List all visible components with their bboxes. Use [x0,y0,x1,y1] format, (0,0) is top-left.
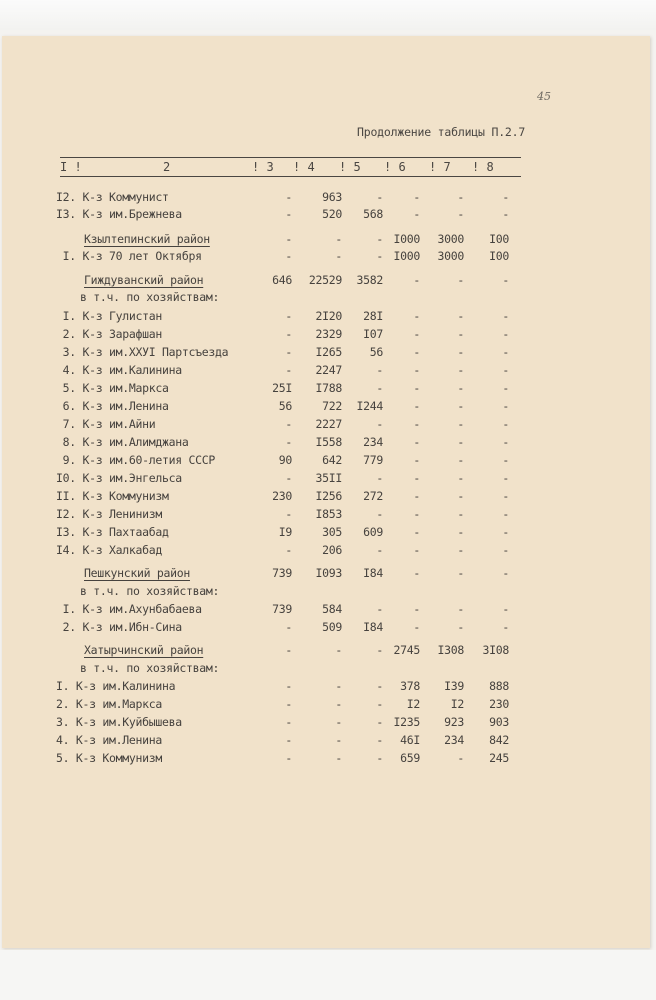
table-row [0,602,656,618]
cell-col-8: - [502,207,509,221]
cell-col-5: I244 [356,399,383,413]
cell-col-5: - [376,249,383,263]
cell-col-6: - [413,399,420,413]
cell-col-3: - [285,620,292,634]
cell-col-5: I84 [363,566,383,580]
cell-col-4: 2329 [315,327,342,341]
cell-col-8: 3I08 [482,643,509,657]
cell-col-6: - [413,602,420,616]
row-label: 9. К-з им.60-летия СССР [56,453,215,467]
cell-col-6: - [413,381,420,395]
row-label: I2. К-з Ленинизм [56,507,162,521]
cell-col-4: I788 [315,381,342,395]
cell-col-4: 2I20 [315,309,342,323]
cell-col-4: 722 [322,399,342,413]
header-col-4: ! 4 [293,160,315,174]
cell-col-6: - [413,471,420,485]
cell-col-3: - [285,507,292,521]
cell-col-7: - [457,381,464,395]
cell-col-8: - [502,381,509,395]
cell-col-6: I235 [393,715,420,729]
cell-col-7: - [457,309,464,323]
table-row [0,525,656,541]
cell-col-5: I07 [363,327,383,341]
cell-col-7: - [457,363,464,377]
row-label: I. К-з им.Калинина [56,679,176,693]
cell-col-8: - [502,507,509,521]
cell-col-8: - [502,543,509,557]
row-label: Пешкунский район [84,566,190,580]
cell-col-6: - [413,507,420,521]
cell-col-6: I000 [393,249,420,263]
table-subheading-row [0,584,656,600]
cell-col-4: 2247 [315,363,342,377]
row-label: 5. К-з Коммунизм [56,751,162,765]
cell-col-4: I256 [315,489,342,503]
cell-col-3: - [285,207,292,221]
cell-col-7: - [457,327,464,341]
row-label: 8. К-з им.Алимджана [56,435,189,449]
table-row [0,435,656,451]
header-col-8: ! 8 [472,160,494,174]
row-label: в т.ч. по хозяйствам: [80,290,220,304]
cell-col-7: - [457,417,464,431]
cell-col-4: I558 [315,435,342,449]
row-label: I4. К-з Халкабад [56,543,162,557]
cell-col-8: - [502,620,509,634]
cell-col-4: - [335,643,342,657]
row-label: I3. К-з Пахтаабад [56,525,169,539]
table-row [0,363,656,379]
cell-col-7: 3000 [437,232,464,246]
cell-col-4: - [335,715,342,729]
cell-col-8: 888 [489,679,509,693]
cell-col-3: - [285,697,292,711]
cell-col-3: - [285,249,292,263]
table-region-row [0,273,656,289]
cell-col-4: I093 [315,566,342,580]
cell-col-3: 56 [278,399,292,413]
header-col-1: I ! [60,160,82,174]
cell-col-3: - [285,679,292,693]
table-region-row [0,566,656,582]
cell-col-5: - [376,679,383,693]
cell-col-3: - [285,733,292,747]
table-header-rule [60,176,521,177]
scan-bottom-margin [0,950,656,1000]
cell-col-7: - [457,471,464,485]
cell-col-4: 642 [322,453,342,467]
cell-col-3: - [285,232,292,246]
cell-col-4: 963 [322,190,342,204]
row-label: I2. К-з Коммунист [56,190,169,204]
cell-col-3: 90 [278,453,292,467]
row-label: 4. К-з им.Ленина [56,733,162,747]
cell-col-5: - [376,602,383,616]
cell-col-4: 206 [322,543,342,557]
cell-col-5: 56 [369,345,383,359]
cell-col-8: - [502,273,509,287]
cell-col-7: 234 [444,733,464,747]
cell-col-6: - [413,190,420,204]
header-col-2: 2 [163,160,171,174]
cell-col-5: - [376,232,383,246]
cell-col-3: - [285,435,292,449]
cell-col-5: - [376,363,383,377]
cell-col-5: - [376,417,383,431]
cell-col-8: - [502,435,509,449]
cell-col-8: 842 [489,733,509,747]
scan-background [0,0,656,30]
table-top-rule [60,157,521,158]
cell-col-3: I9 [278,525,292,539]
cell-col-7: 3000 [437,249,464,263]
cell-col-8: - [502,453,509,467]
cell-col-7: - [457,602,464,616]
row-label: I3. К-з им.Брежнева [56,207,182,221]
cell-col-8: - [502,489,509,503]
cell-col-3: 25I [272,381,292,395]
cell-col-7: - [457,207,464,221]
cell-col-6: 2745 [393,643,420,657]
cell-col-3: - [285,327,292,341]
row-label: I. К-з Гулистан [56,309,162,323]
cell-col-7: I39 [444,679,464,693]
cell-col-4: - [335,733,342,747]
cell-col-6: - [413,525,420,539]
cell-col-6: 659 [400,751,420,765]
cell-col-4: - [335,232,342,246]
table-region-row [0,232,656,248]
cell-col-8: 903 [489,715,509,729]
cell-col-6: - [413,417,420,431]
cell-col-7: I308 [437,643,464,657]
cell-col-7: - [457,399,464,413]
row-label: 2. К-з им.Маркса [56,697,162,711]
table-row [0,453,656,469]
row-label: I0. К-з им.Энгельса [56,471,182,485]
cell-col-6: - [413,543,420,557]
cell-col-5: - [376,507,383,521]
cell-col-8: - [502,327,509,341]
cell-col-4: I265 [315,345,342,359]
cell-col-8: - [502,471,509,485]
cell-col-3: 739 [272,602,292,616]
cell-col-8: I00 [489,249,509,263]
cell-col-5: - [376,715,383,729]
cell-col-3: - [285,345,292,359]
cell-col-8: - [502,417,509,431]
cell-col-4: - [335,697,342,711]
cell-col-6: - [413,327,420,341]
cell-col-4: 509 [322,620,342,634]
cell-col-7: - [457,453,464,467]
table-row [0,679,656,695]
cell-col-4: I853 [315,507,342,521]
cell-col-3: - [285,543,292,557]
cell-col-7: - [457,273,464,287]
cell-col-5: - [376,643,383,657]
cell-col-5: - [376,471,383,485]
cell-col-5: 779 [363,453,383,467]
row-label: I. К-з 70 лет Октября [56,249,202,263]
cell-col-8: - [502,309,509,323]
table-row [0,751,656,767]
row-label: в т.ч. по хозяйствам: [80,584,220,598]
row-label: Гиждуванский район [84,273,204,287]
cell-col-8: - [502,363,509,377]
table-row [0,249,656,265]
cell-col-4: 305 [322,525,342,539]
cell-col-4: 520 [322,207,342,221]
table-row [0,543,656,559]
cell-col-4: 22529 [308,273,342,287]
row-label: I. К-з им.Ахунбабаева [56,602,202,616]
cell-col-8: I00 [489,232,509,246]
cell-col-6: - [413,453,420,467]
cell-col-7: - [457,543,464,557]
row-label: 2. К-з им.Ибн-Сина [56,620,182,634]
cell-col-4: - [335,751,342,765]
cell-col-8: - [502,566,509,580]
cell-col-3: 646 [272,273,292,287]
cell-col-7: - [457,345,464,359]
cell-col-5: - [376,697,383,711]
cell-col-6: - [413,620,420,634]
page-number: 45 [537,90,551,103]
cell-col-5: 568 [363,207,383,221]
cell-col-3: - [285,363,292,377]
header-col-5: ! 5 [339,160,361,174]
table-row [0,327,656,343]
cell-col-3: - [285,715,292,729]
cell-col-6: I000 [393,232,420,246]
cell-col-8: - [502,602,509,616]
row-label: 3. К-з им.XXУI Партсъезда [56,345,229,359]
header-col-3: ! 3 [252,160,274,174]
cell-col-6: 46I [400,733,420,747]
table-row [0,309,656,325]
table-row [0,471,656,487]
cell-col-3: - [285,751,292,765]
cell-col-7: - [457,190,464,204]
row-label: в т.ч. по хозяйствам: [80,661,220,675]
cell-col-7: - [457,525,464,539]
cell-col-6: - [413,309,420,323]
cell-col-7: 923 [444,715,464,729]
header-col-6: ! 6 [384,160,406,174]
cell-col-6: - [413,435,420,449]
cell-col-4: 584 [322,602,342,616]
cell-col-8: - [502,399,509,413]
row-label: 7. К-з им.Айни [56,417,156,431]
row-label: 3. К-з им.Куйбышева [56,715,182,729]
cell-col-3: - [285,471,292,485]
row-label: Хатырчинский район [84,643,204,657]
table-subheading-row [0,290,656,306]
table-row [0,715,656,731]
cell-col-3: 739 [272,566,292,580]
cell-col-6: 378 [400,679,420,693]
cell-col-7: - [457,507,464,521]
cell-col-7: - [457,435,464,449]
cell-col-8: - [502,345,509,359]
row-label: 4. К-з им.Калинина [56,363,182,377]
table-row [0,190,656,206]
table-row [0,697,656,713]
cell-col-8: 230 [489,697,509,711]
cell-col-5: - [376,381,383,395]
cell-col-7: - [457,620,464,634]
cell-col-6: - [413,273,420,287]
row-label: II. К-з Коммунизм [56,489,169,503]
cell-col-4: - [335,679,342,693]
cell-col-5: - [376,733,383,747]
cell-col-5: 609 [363,525,383,539]
cell-col-3: - [285,190,292,204]
row-label: 5. К-з им.Маркса [56,381,169,395]
row-label: 6. К-з им.Ленина [56,399,169,413]
cell-col-8: - [502,190,509,204]
cell-col-5: 272 [363,489,383,503]
cell-col-7: - [457,489,464,503]
cell-col-5: I84 [363,620,383,634]
cell-col-7: - [457,566,464,580]
table-continuation-title: Продолжение таблицы П.2.7 [357,125,526,139]
cell-col-5: - [376,751,383,765]
cell-col-5: - [376,543,383,557]
cell-col-3: - [285,417,292,431]
table-subheading-row [0,661,656,677]
table-region-row [0,643,656,659]
row-label: Кзылтепинский район [84,232,210,246]
cell-col-7: I2 [450,697,464,711]
cell-col-6: - [413,489,420,503]
cell-col-5: - [376,190,383,204]
cell-col-4: 2227 [315,417,342,431]
table-row [0,733,656,749]
cell-col-6: - [413,566,420,580]
cell-col-6: I2 [406,697,420,711]
row-label: 2. К-з Зарафшан [56,327,162,341]
table-row [0,417,656,433]
table-row [0,381,656,397]
cell-col-5: 3582 [356,273,383,287]
table-row [0,399,656,415]
cell-col-8: 245 [489,751,509,765]
table-row [0,207,656,223]
table-row [0,345,656,361]
cell-col-6: - [413,345,420,359]
cell-col-4: - [335,249,342,263]
cell-col-5: 28I [363,309,383,323]
table-row [0,489,656,505]
cell-col-6: - [413,363,420,377]
cell-col-3: 230 [272,489,292,503]
cell-col-3: - [285,309,292,323]
cell-col-6: - [413,207,420,221]
cell-col-4: 35II [315,471,342,485]
cell-col-5: 234 [363,435,383,449]
table-row [0,620,656,636]
table-row [0,507,656,523]
cell-col-3: - [285,643,292,657]
cell-col-7: - [457,751,464,765]
header-col-7: ! 7 [429,160,451,174]
cell-col-8: - [502,525,509,539]
